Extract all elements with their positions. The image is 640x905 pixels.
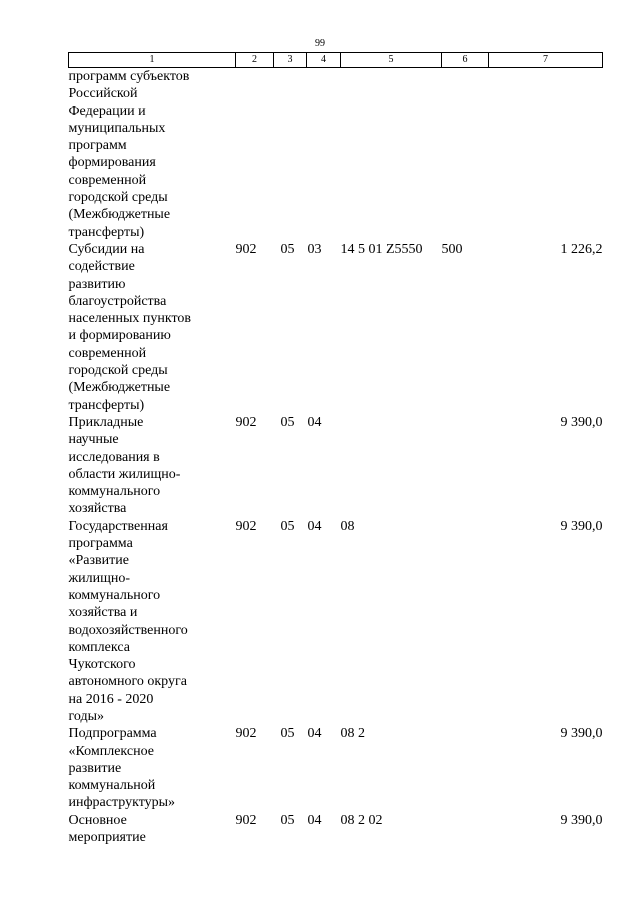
section-code: 05 [280, 726, 295, 742]
section-code: 05 [280, 241, 295, 257]
target-article: 08 2 [340, 726, 365, 742]
table-header [69, 53, 603, 68]
row-name: Государственная программа «Развитие жилищно- коммунального хозяйства и водохозяйственного комплекса Чукотского автономного округа на 2016 - 2020 годы» [68, 518, 188, 724]
table-row [69, 518, 603, 726]
column-header-6: 6 [442, 53, 489, 68]
ministry-code: 902 [235, 726, 257, 742]
column-header-7: 7 [489, 53, 603, 68]
column-header-5: 5 [341, 53, 442, 68]
target-article: 14 5 01 Z5550 [340, 241, 423, 257]
amount: 1 226,2 [560, 241, 603, 257]
row-name: Субсидии на содействие развитию благоустройства населенных пунктов и формированию современной городской среды (Межбюджетные трансферты) [68, 241, 192, 413]
ministry-code: 902 [235, 414, 257, 430]
table-row [69, 414, 603, 518]
row-name: программ субъектов Российской Федерации и муниципальных программ формирования современной городской среды (Межбюджетные трансферты) [68, 69, 190, 240]
ministry-code: 902 [235, 812, 257, 828]
target-article: 08 [340, 518, 355, 534]
expense-type [442, 812, 489, 847]
table-row [69, 241, 603, 414]
ministry-code: 902 [235, 241, 257, 257]
table-row [69, 812, 603, 847]
amount [489, 68, 603, 241]
target-article [341, 414, 442, 518]
subsection-code: 04 [307, 726, 322, 742]
expense-type [442, 725, 489, 811]
subsection-code: 04 [307, 414, 322, 430]
ministry-code [236, 68, 274, 241]
column-header-1: 1 [69, 53, 236, 68]
page-number: 99 [315, 38, 325, 49]
section-code: 05 [280, 414, 295, 430]
amount: 9 390,0 [560, 812, 603, 828]
table-row [69, 725, 603, 811]
ministry-code: 902 [235, 518, 257, 534]
row-name: Прикладные научные исследования в области жилищно- коммунального хозяйства [68, 414, 181, 517]
column-header-2: 2 [236, 53, 274, 68]
amount: 9 390,0 [560, 518, 603, 534]
target-article [341, 68, 442, 241]
amount: 9 390,0 [560, 414, 603, 430]
column-header-4: 4 [307, 53, 341, 68]
row-name: Подпрограмма «Комплексное развитие коммунальной инфраструктуры» [68, 726, 176, 811]
section-code [274, 68, 307, 241]
expense-type [442, 68, 489, 241]
section-code: 05 [280, 812, 295, 828]
subsection-code: 03 [307, 241, 322, 257]
row-name: Основное мероприятие [68, 812, 146, 846]
expense-type: 500 [441, 241, 463, 257]
budget-table [68, 52, 603, 846]
header-row [69, 53, 603, 68]
subsection-code [307, 68, 341, 241]
table-row [69, 68, 603, 241]
table-body [69, 68, 603, 847]
section-code: 05 [280, 518, 295, 534]
target-article: 08 2 02 [340, 812, 383, 828]
column-header-3: 3 [274, 53, 307, 68]
subsection-code: 04 [307, 812, 322, 828]
subsection-code: 04 [307, 518, 322, 534]
expense-type [442, 518, 489, 726]
amount: 9 390,0 [560, 726, 603, 742]
expense-type [442, 414, 489, 518]
